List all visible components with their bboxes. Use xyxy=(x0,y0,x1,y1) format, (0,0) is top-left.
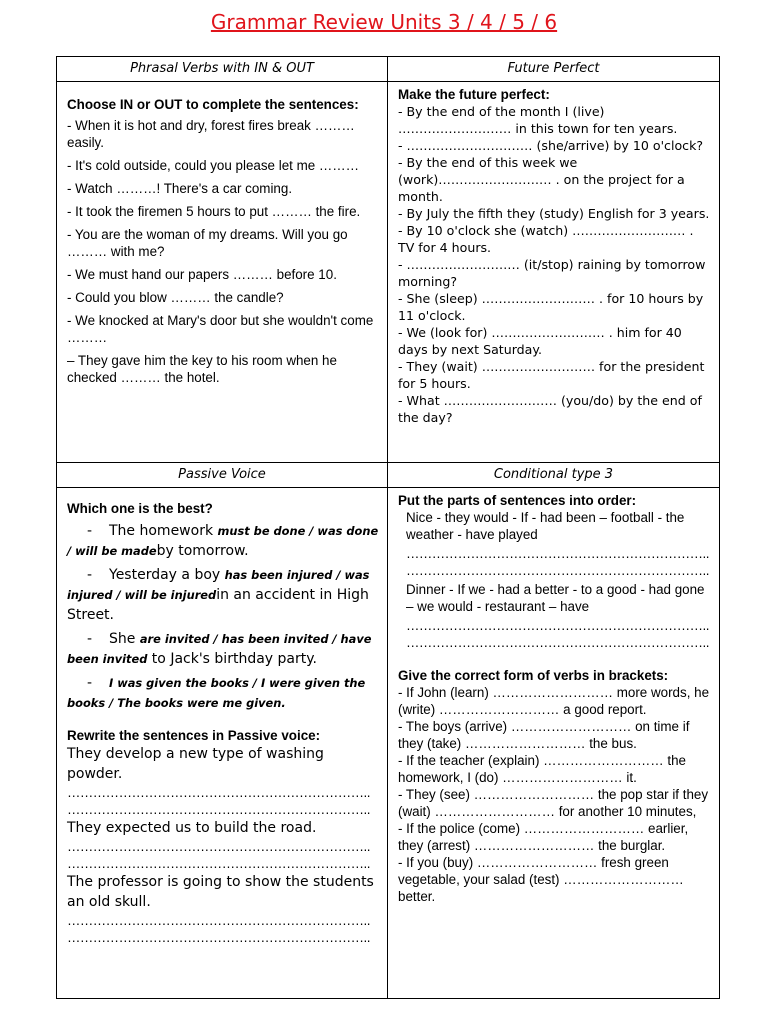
future-item: - We (look for) ……………………… . him for 40 days by next Saturday. xyxy=(398,325,682,357)
phrasal-instruction: Choose IN or OUT to complete the sentences: xyxy=(67,97,359,112)
future-item: - What ……………………… (you/do) by the end of the day? xyxy=(398,393,702,425)
phrasal-item: – They gave him the key to his room when he checked ……… the hotel. xyxy=(67,353,337,385)
rewrite-instruction: Rewrite the sentences in Passive voice: xyxy=(67,728,321,743)
phrasal-item: - Could you blow ……… the candle? xyxy=(67,290,284,305)
verbs-instruction: Give the correct form of verbs in brackets: xyxy=(398,668,669,683)
passive-options: I was given the books / I were given the books / The books were me given. xyxy=(67,676,366,710)
page-title: Grammar Review Units 3 / 4 / 5 / 6 xyxy=(210,10,558,34)
conditional-header: Conditional type 3 xyxy=(388,463,720,488)
answer-line: …………………………………………………………….. xyxy=(67,913,370,928)
verbs-item: - If the police (come) ……………………… earlier, they (arrest) ……………………… the burglar. xyxy=(398,821,689,853)
order-item: Nice - they would - If - had been – football - the weather - have played xyxy=(406,510,685,542)
phrasal-item: - Watch ………! There's a car coming. xyxy=(67,181,293,196)
passive-item: - The homework must be done / was done / will be madeby tomorrow. xyxy=(67,523,379,559)
future-item: - By the end of this week we (work)……………………… . on the project for a month. xyxy=(398,155,685,204)
future-item: - By 10 o'clock she (watch) ……………………… . TV for 4 hours. xyxy=(398,223,694,255)
passive-instruction: Which one is the best? xyxy=(67,501,213,516)
passive-options: are invited / has been invited / have been invited xyxy=(67,632,372,666)
answer-line: …………………………………………………………….. xyxy=(406,546,709,561)
verbs-item: - They (see) ……………………… the pop star if they (wait) ……………………… for another 10 minutes, xyxy=(398,787,709,819)
passive-item: - I was given the books / I were given the books / The books were me given. xyxy=(67,675,366,710)
answer-line: …………………………………………………………….. xyxy=(406,563,709,578)
phrasal-header: Phrasal Verbs with IN & OUT xyxy=(57,57,388,82)
future-section xyxy=(388,82,719,428)
verbs-item: - If the teacher (explain) ……………………… the homework, I (do) ……………………… it. xyxy=(398,753,686,785)
answer-line: …………………………………………………………….. xyxy=(67,785,370,800)
phrasal-item: - It's cold outside, could you please let me ……… xyxy=(67,158,360,173)
phrasal-section xyxy=(57,82,387,388)
answer-line: …………………………………………………………….. xyxy=(67,856,370,871)
verbs-item: - The boys (arrive) ……………………… on time if they (take) ……………………… the bus. xyxy=(398,719,690,751)
rewrite-sentence: They develop a new type of washing powder. xyxy=(67,746,324,782)
future-item: - She (sleep) ……………………… . for 10 hours by 11 o'clock. xyxy=(398,291,704,323)
future-item: - They (wait) ……………………… for the president for 5 hours. xyxy=(398,359,705,391)
verbs-item: - If John (learn) ……………………… more words, he (write) ……………………… a good report. xyxy=(398,685,710,717)
passive-header: Passive Voice xyxy=(57,463,388,488)
future-header: Future Perfect xyxy=(388,57,720,82)
future-item: - By the end of the month I (live) ……………………… in this town for ten years. xyxy=(398,104,678,136)
conditional-section xyxy=(388,488,719,907)
future-item: - ………………………… (she/arrive) by 10 o'clock? xyxy=(398,138,704,153)
answer-line: …………………………………………………………….. xyxy=(67,802,370,817)
passive-section xyxy=(57,488,387,948)
passive-item: - Yesterday a boy has been injured / was injured / will be injuredin an accident in High Street. xyxy=(67,567,370,623)
order-instruction: Put the parts of sentences into order: xyxy=(398,493,637,508)
phrasal-item: - It took the firemen 5 hours to put ……… the fire. xyxy=(67,204,361,219)
future-item: - ……………………… (it/stop) raining by tomorrow morning? xyxy=(398,257,706,289)
answer-line: …………………………………………………………….. xyxy=(67,839,370,854)
order-item: Dinner - If we - had a better - to a good - had gone – we would - restaurant – have xyxy=(406,582,705,614)
answer-line: …………………………………………………………….. xyxy=(406,635,709,650)
rewrite-sentence: The professor is going to show the students an old skull. xyxy=(67,874,374,910)
answer-line: …………………………………………………………….. xyxy=(406,618,709,633)
verbs-item: - If you (buy) ……………………… fresh green vegetable, your salad (test) ……………………… better. xyxy=(398,855,684,904)
future-item: - By July the fifth they (study) English for 3 years. xyxy=(398,206,710,221)
passive-options: must be done / was done / will be made xyxy=(67,524,379,558)
phrasal-item: - You are the woman of my dreams. Will you go ……… with me? xyxy=(67,227,348,259)
passive-item: - She are invited / has been invited / have been invited to Jack's birthday party. xyxy=(67,631,372,667)
phrasal-item: - We must hand our papers ……… before 10. xyxy=(67,267,337,282)
passive-options: has been injured / was injured / will be injured xyxy=(67,568,370,602)
phrasal-item: - We knocked at Mary's door but she wouldn't come ……… xyxy=(67,313,374,345)
answer-line: …………………………………………………………….. xyxy=(67,930,370,945)
phrasal-item: - When it is hot and dry, forest fires break ……… easily. xyxy=(67,118,355,150)
future-instruction: Make the future perfect: xyxy=(398,87,550,102)
review-table xyxy=(56,56,720,999)
rewrite-sentence: They expected us to build the road. xyxy=(67,820,317,836)
